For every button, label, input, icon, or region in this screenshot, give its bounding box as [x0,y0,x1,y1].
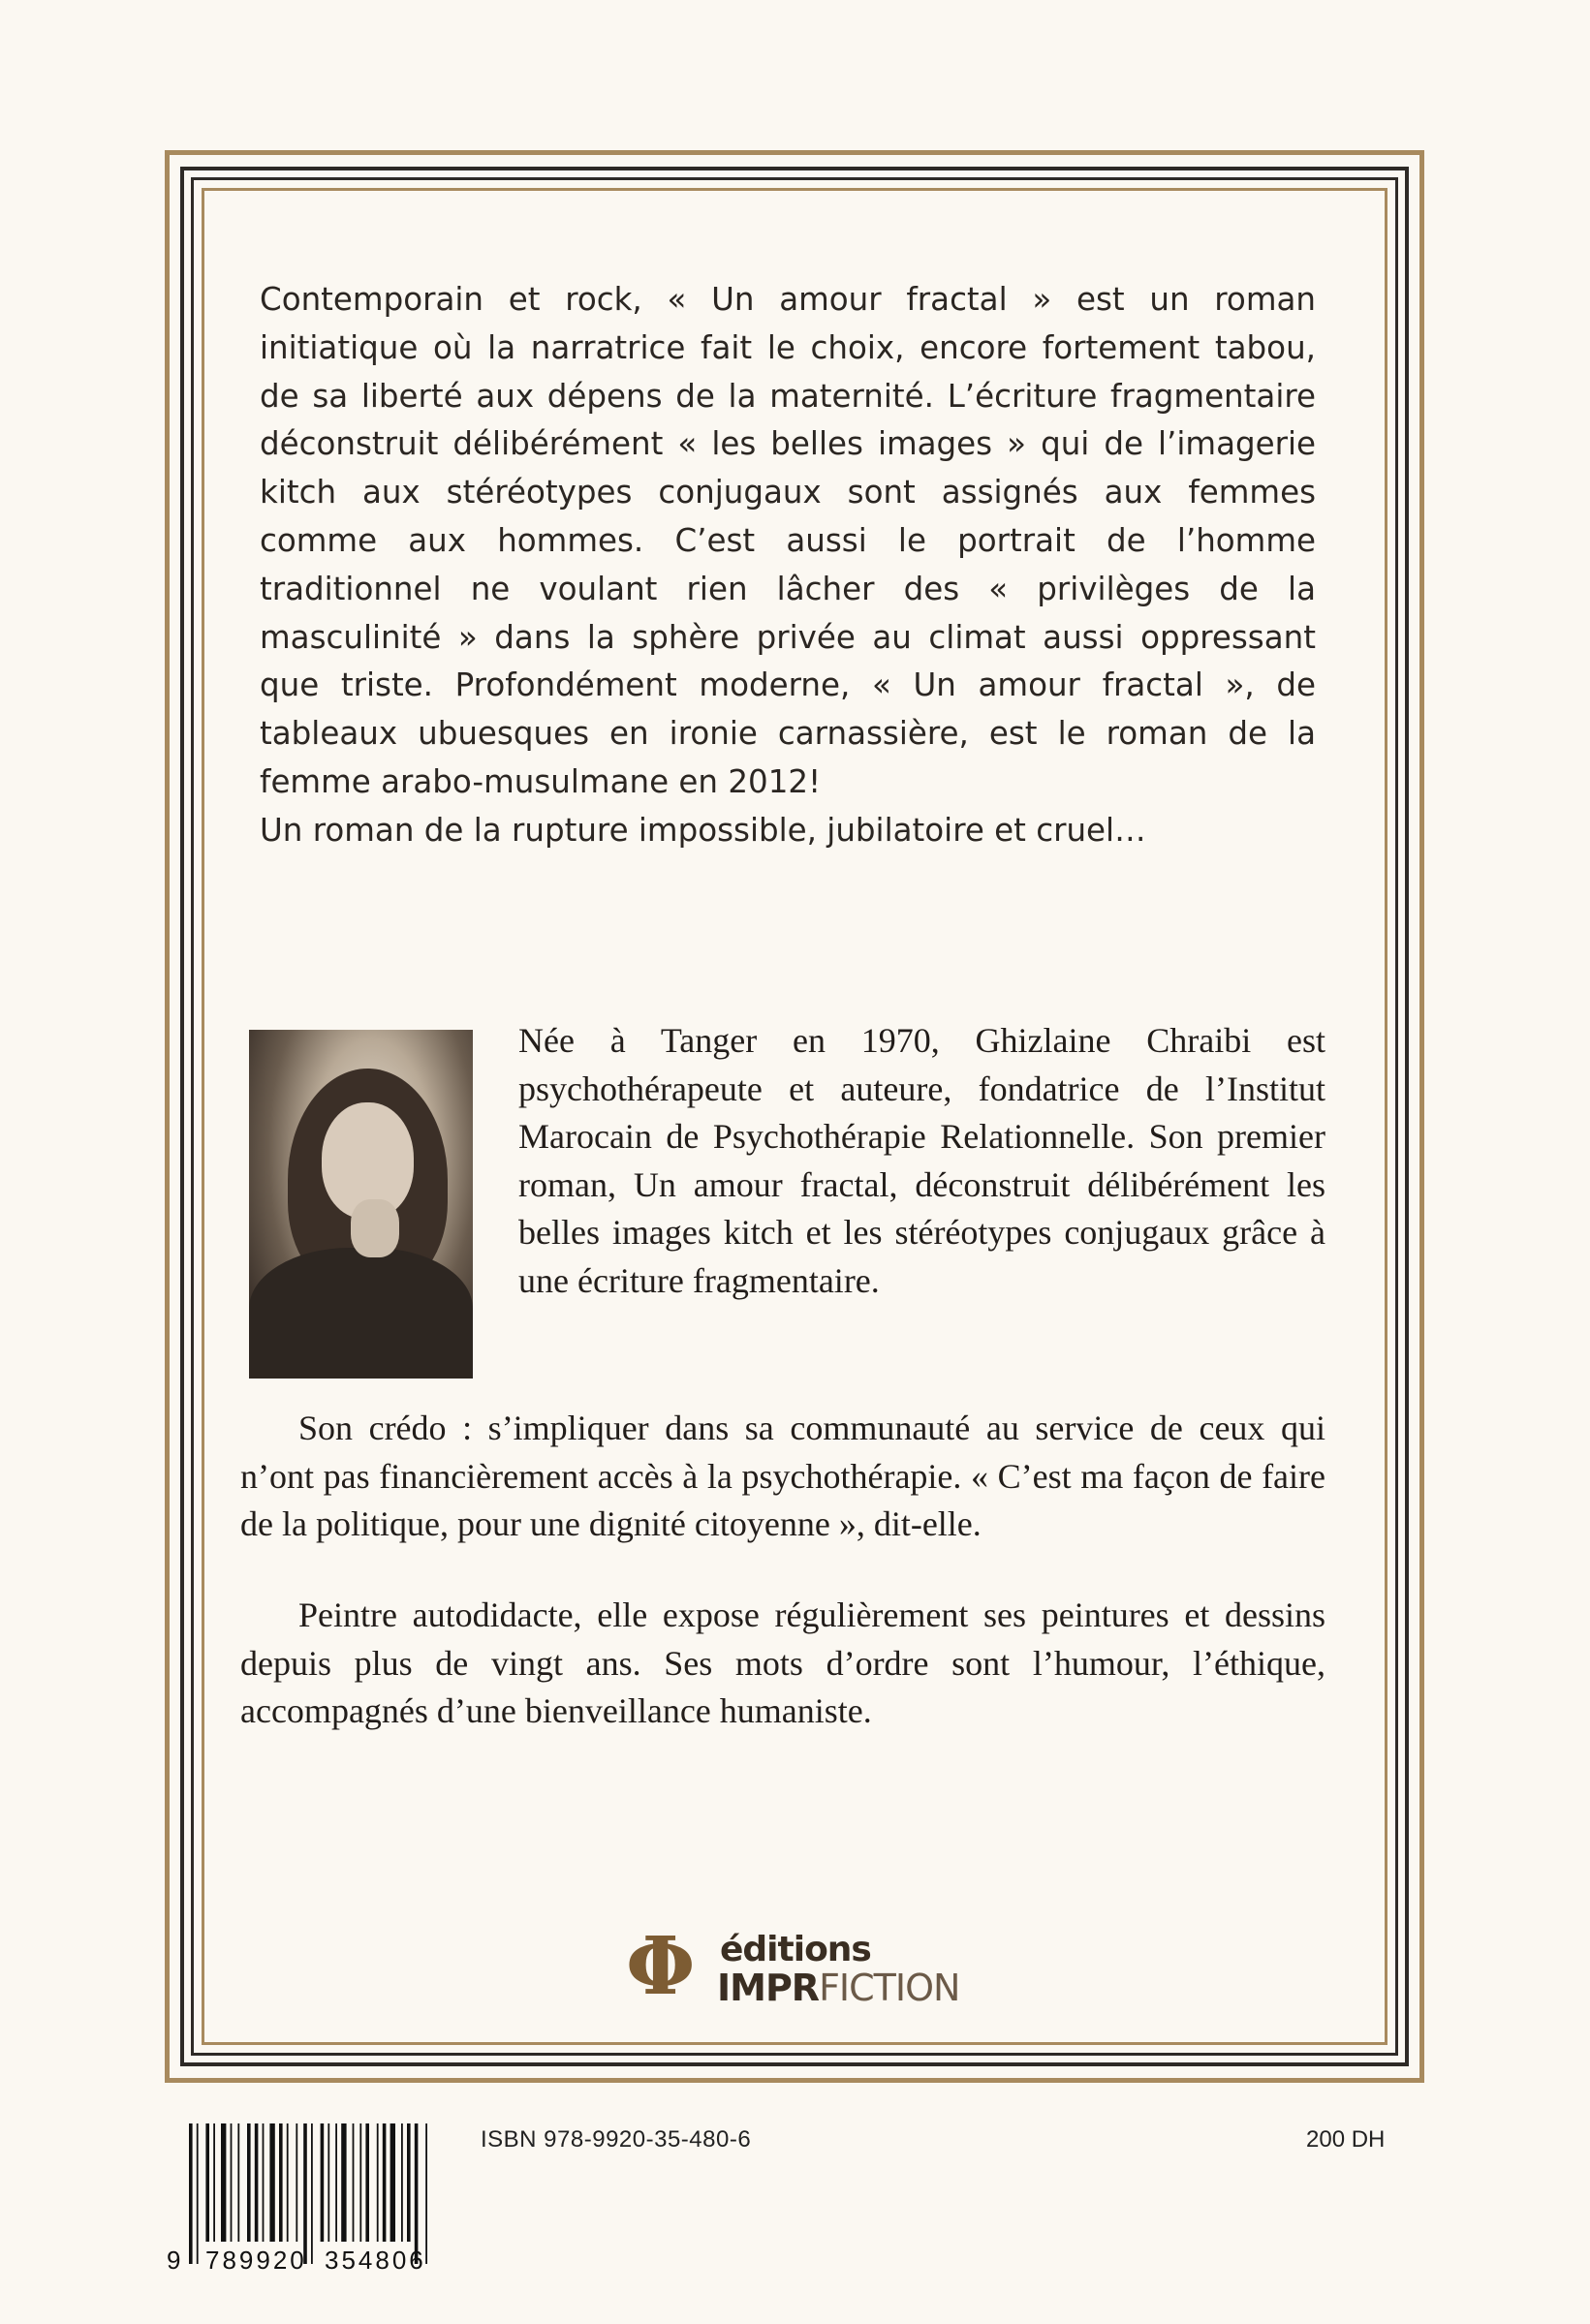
publisher-name-line2 [717,1967,959,2009]
barcode-bars [187,2123,453,2264]
author-bio-painting: Peintre autodidacte, elle expose régulièrement ses peintures et dessins depuis plus de vingt ans. Ses mots d’ordre sont l’humour, l’éthique, accompagnés d’une bienveillance humaniste. [240,1596,1325,1730]
author-bio-intro: Née à Tanger en 1970, Ghizlaine Chraibi est psychothérapeute et auteure, fondatrice de l’Institut Marocain de Psychothérapie Relationnelle. Son premier roman, Un amour fractal, déconstruit délibérément les belles images kitch et les stéréotypes conjugaux grâce à une écriture fragmentaire. [518,1021,1325,1300]
phi-logo-icon: Φ [626,1920,696,2013]
price-text: 200 DH [1306,2126,1386,2153]
publisher-name-line1: éditions [720,1930,871,1969]
author-bio-credo: Son crédo : s’impliquer dans sa communauté au service de ceux qui n’ont pas financièrement accès à la psychothérapie. « C’est ma façon de faire de la politique, pour une dignité citoyenne », dit-elle. [240,1409,1325,1543]
barcode [187,2123,453,2264]
barcode-digits-right: 354806 [325,2246,426,2275]
book-blurb [260,276,1316,855]
blurb-paragraph: Contemporain et rock, « Un amour fractal » est un roman initiatique où la narratrice fait le choix, encore fortement tabou, de sa liberté aux dépens de la maternité. L’écriture fragmentaire déconstruit délibérément « les belles images » qui de l’imagerie kitch aux stéréotypes conjugaux sont assignés aux femmes comme aux hommes. C’est aussi le portrait de l’homme traditionnel ne voulant rien lâcher des « privilèges de la masculinité » dans la sphère privée au climat aussi oppressant que triste. Profondément moderne, « Un amour fractal », de tableaux ubuesques en ironie carnassière, est le roman de la femme arabo-musulmane en 2012! [260,281,1316,800]
barcode-digits-left: 789920 [205,2246,307,2275]
publisher-logo [620,1920,1008,2013]
publisher-name-bold: IMPR [717,1967,820,2009]
blurb-closing-line: Un roman de la rupture impossible, jubilatoire et cruel… [260,811,1146,849]
barcode-digit-first: 9 [167,2246,181,2275]
isbn-text: ISBN 978-9920-35-480-6 [481,2126,752,2153]
publisher-name-light: FICTION [819,1967,960,2009]
barcode-digits [167,2246,448,2284]
author-photo [249,1030,473,1379]
